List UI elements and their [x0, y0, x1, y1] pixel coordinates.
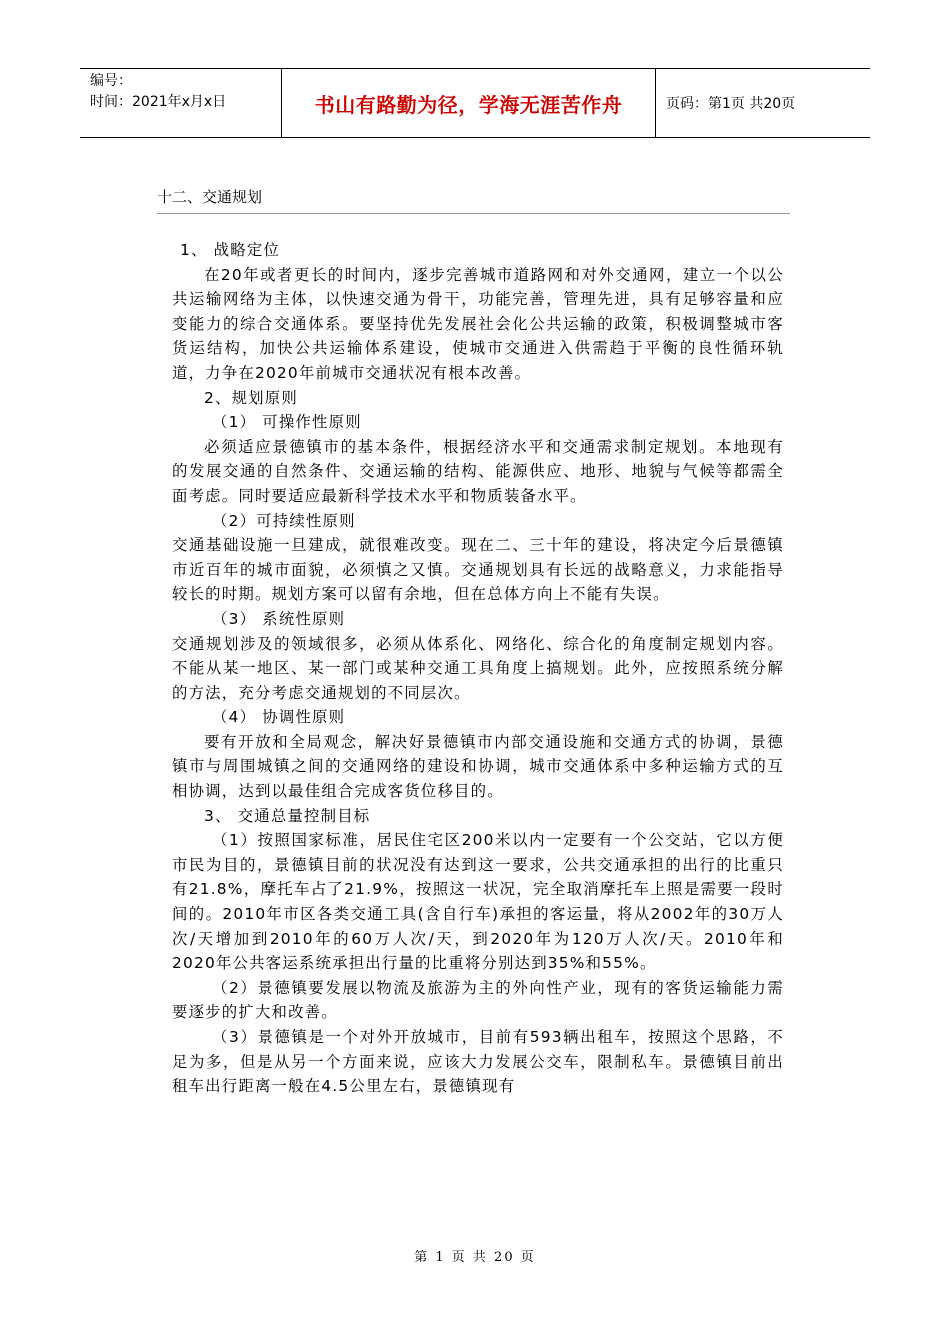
- paragraph: 要有开放和全局观念，解决好景德镇市内部交通设施和交通方式的协调，景德镇市与周围城镇之间的交通网络的建设和协调，城市交通体系中多种运输方式的互相协调，达到以最佳组合完成客货位移目的。: [172, 732, 784, 801]
- number-label: 编号：: [90, 73, 132, 89]
- paragraph: （3） 系统性原则: [212, 609, 346, 628]
- paragraph: 必须适应景德镇市的基本条件，根据经济水平和交通需求制定规划。本地现有的发展交通的自然条件、交通运输的结构、能源供应、地形、地貌与气候等都需全面考虑。同时要适应最新科学技术水平和物质装备水平。: [172, 437, 784, 505]
- paragraph: （2）景德镇要发展以物流及旅游为主的外向性产业，现有的客货运输能力需要逐步的扩大和改善。: [172, 978, 784, 1022]
- paragraph: （2）可持续性原则: [212, 511, 356, 530]
- paragraph: 在20年或者更长的时间内，逐步完善城市道路网和对外交通网，建立一个以公共运输网络为主体，以快速交通为骨干，功能完善，管理先进，具有足够容量和应变能力的综合交通体系。要坚持优先发展社会化公共运输的政策，积极调整城市客货运结构，加快公共运输体系建设，使城市交通进入供需趋于平衡的良性循环轨道，力争在2020年前城市交通状况有根本改善。: [172, 265, 784, 382]
- paragraph: 2、规划原则: [204, 388, 298, 407]
- paragraph: 交通规划涉及的领域很多，必须从体系化、网络化、综合化的角度制定规划内容。不能从某一地区、某一部门或某种交通工具角度上搞规划。此外，应按照系统分解的方法，充分考虑交通规划的不同层次。: [172, 634, 784, 702]
- section-title: 十二、交通规划: [157, 186, 790, 214]
- paragraph: 3、 交通总量控制目标: [204, 806, 371, 825]
- paragraph: （1）按照国家标准，居民住宅区200米以内一定要有一个公交站，它以方便市民为目的，景德镇目前的状况没有达到这一要求，公共交通承担的出行的比重只有21.8%，摩托车占了21.9%，按照这一状况，完全取消摩托车上照是需要一段时间的。2010年市区各类交通工具(含自行车)承担的客运量，将从2002年的30万人次/天增加到2010年的60万人次/天，到2020年为120万人次/天。2010年和2020年公共客运系统承担出行量的比重将分别达到35%和55%。: [172, 831, 784, 973]
- paragraph: （4） 协调性原则: [212, 708, 346, 727]
- body-text: [172, 238, 784, 1099]
- date-label: 时间：2021年x月x日: [90, 94, 227, 110]
- paragraph: 1、 战略定位: [180, 241, 281, 259]
- paragraph: （3）景德镇是一个对外开放城市，目前有593辆出租车，按照这个思路，不足为多，但是从另一个方面来说，应该大力发展公交车，限制私车。景德镇目前出租车出行距离一般在4.5公里左右，景德镇现有: [172, 1028, 784, 1096]
- page-footer: 第 1 页 共 20 页: [414, 1250, 536, 1265]
- header-table: [80, 68, 870, 138]
- motto: 书山有路勤为径，学海无涯苦作舟: [282, 69, 656, 137]
- page-info: 页码：第1页 共20页: [666, 96, 796, 112]
- paragraph: （1） 可操作性原则: [212, 413, 362, 432]
- header-left-cell: [80, 69, 282, 137]
- paragraph: 交通基础设施一旦建成，就很难改变。现在二、三十年的建设，将决定今后景德镇市近百年的城市面貌，必须慎之又慎。交通规划具有长远的战略意义，力求能指导较长的时期。规划方案可以留有余地，但在总体方向上不能有失误。: [172, 536, 784, 604]
